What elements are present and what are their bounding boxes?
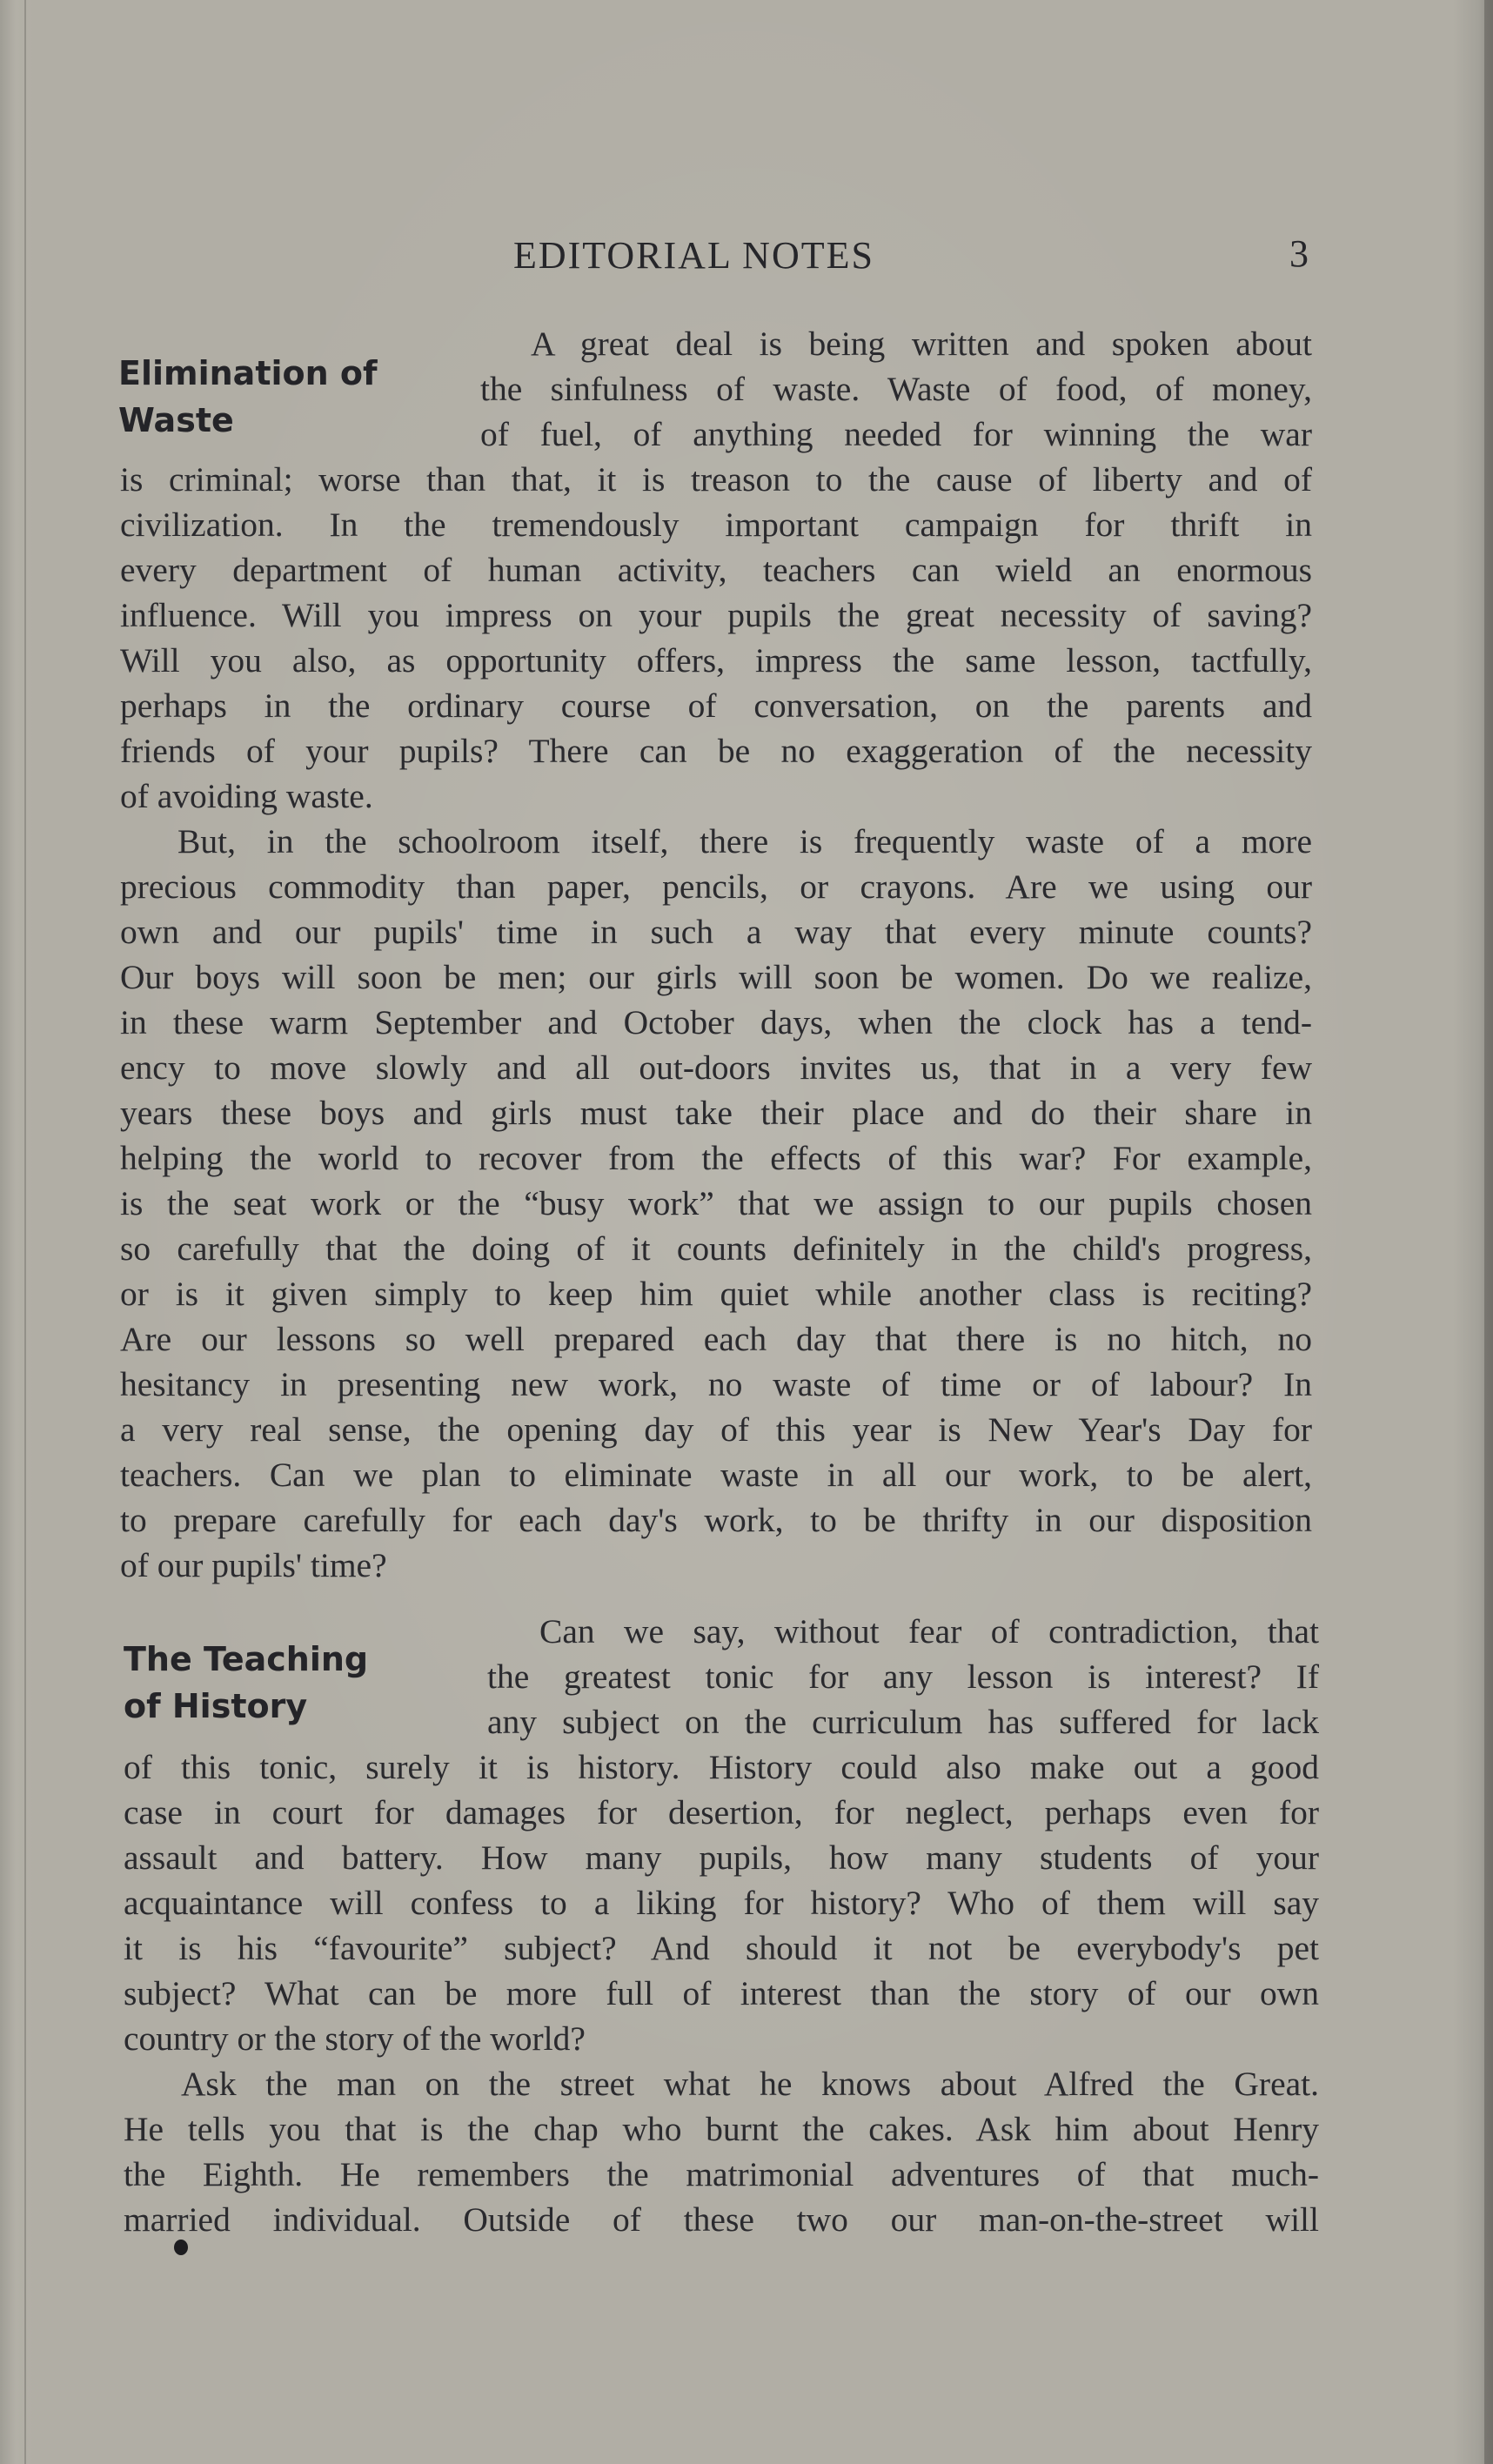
text-line: country or the story of the world? bbox=[124, 2019, 586, 2058]
running-title: EDITORIAL NOTES bbox=[513, 234, 874, 277]
text-line: is the seat work or the “busy work” that we assign to our pupils chosen bbox=[120, 1184, 1312, 1222]
text-line: But, in the schoolroom itself, there is frequently waste of a more bbox=[177, 822, 1312, 860]
text-line: He tells you that is the chap who burnt the cakes. Ask him about Henry bbox=[124, 2110, 1319, 2148]
text-line: helping the world to recover from the effects of this war? For example, bbox=[120, 1139, 1312, 1177]
text-line: is criminal; worse than that, it is treason to the cause of liberty and of bbox=[120, 460, 1312, 499]
text-line: or is it given simply to keep him quiet while another class is reciting? bbox=[120, 1275, 1312, 1313]
ink-spot bbox=[174, 2240, 188, 2255]
text-line: case in court for damages for desertion, for neglect, perhaps even for bbox=[124, 1793, 1319, 1831]
text-line: precious commodity than paper, pencils, or crayons. Are we using our bbox=[120, 867, 1312, 906]
section-heading bbox=[118, 350, 378, 444]
text-line: Our boys will soon be men; our girls will soon be women. Do we realize, bbox=[120, 958, 1312, 996]
text-line: own and our pupils' time in such a way that every minute counts? bbox=[120, 913, 1312, 951]
text-line: subject? What can be more full of interest than the story of our own bbox=[124, 1974, 1319, 2012]
text-line: civilization. In the tremendously important campaign for thrift in bbox=[120, 506, 1312, 544]
binding-edge bbox=[24, 0, 26, 2464]
text-line: Will you also, as opportunity offers, impress the same lesson, tactfully, bbox=[120, 641, 1312, 680]
text-line: A great deal is being written and spoken about bbox=[531, 325, 1312, 363]
text-line: of our pupils' time? bbox=[120, 1546, 387, 1584]
text-line: of this tonic, surely it is history. History could also make out a good bbox=[124, 1748, 1319, 1786]
text-line: acquaintance will confess to a liking for history? Who of them will say bbox=[124, 1884, 1319, 1922]
heading-line: Waste bbox=[118, 401, 234, 439]
text-line: assault and battery. How many pupils, how many students of your bbox=[124, 1838, 1319, 1877]
text-line: a very real sense, the opening day of this year is New Year's Day for bbox=[120, 1410, 1312, 1449]
text-line: Ask the man on the street what he knows about Alfred the Great. bbox=[181, 2065, 1319, 2103]
text-line: the greatest tonic for any lesson is interest? If bbox=[487, 1657, 1319, 1696]
text-line: hesitancy in presenting new work, no waste of time or of labour? In bbox=[120, 1365, 1312, 1403]
text-line: it is his “favourite” subject? And should it not be everybody's pet bbox=[124, 1929, 1319, 1967]
text-line: teachers. Can we plan to eliminate waste in all our work, to be alert, bbox=[120, 1456, 1312, 1494]
text-line: in these warm September and October days, when the clock has a tend- bbox=[120, 1003, 1312, 1041]
section-heading bbox=[124, 1636, 368, 1730]
text-line: the Eighth. He remembers the matrimonial adventures of that much- bbox=[124, 2155, 1319, 2193]
heading-line: The Teaching bbox=[124, 1640, 369, 1678]
text-line: the sinfulness of waste. Waste of food, of money, bbox=[480, 370, 1312, 408]
text-line: years these boys and girls must take their place and do their share in bbox=[120, 1094, 1312, 1132]
text-line: every department of human activity, teachers can wield an enormous bbox=[120, 551, 1312, 589]
text-line: influence. Will you impress on your pupils the great necessity of saving? bbox=[120, 596, 1312, 634]
heading-line: of History bbox=[124, 1687, 308, 1725]
text-line: ency to move slowly and all out-doors invites us, that in a very few bbox=[120, 1048, 1312, 1087]
text-line: any subject on the curriculum has suffered for lack bbox=[487, 1703, 1319, 1741]
heading-line: Elimination of bbox=[118, 354, 378, 392]
text-line: of avoiding waste. bbox=[120, 777, 373, 815]
page-number: 3 bbox=[1289, 232, 1309, 275]
text-line: friends of your pupils? There can be no exaggeration of the necessity bbox=[120, 732, 1312, 770]
text-line: to prepare carefully for each day's work, to be thrifty in our disposition bbox=[120, 1501, 1312, 1539]
page-edge bbox=[1484, 0, 1493, 2464]
text-line: Are our lessons so well prepared each day that there is no hitch, no bbox=[120, 1320, 1312, 1358]
text-line: of fuel, of anything needed for winning the war bbox=[480, 415, 1312, 453]
text-line: perhaps in the ordinary course of conversation, on the parents and bbox=[120, 686, 1312, 725]
text-line: so carefully that the doing of it counts definitely in the child's progress, bbox=[120, 1229, 1312, 1268]
text-line: Can we say, without fear of contradiction, that bbox=[539, 1612, 1319, 1650]
text-line: married individual. Outside of these two our man-on-the-street will bbox=[124, 2200, 1319, 2239]
